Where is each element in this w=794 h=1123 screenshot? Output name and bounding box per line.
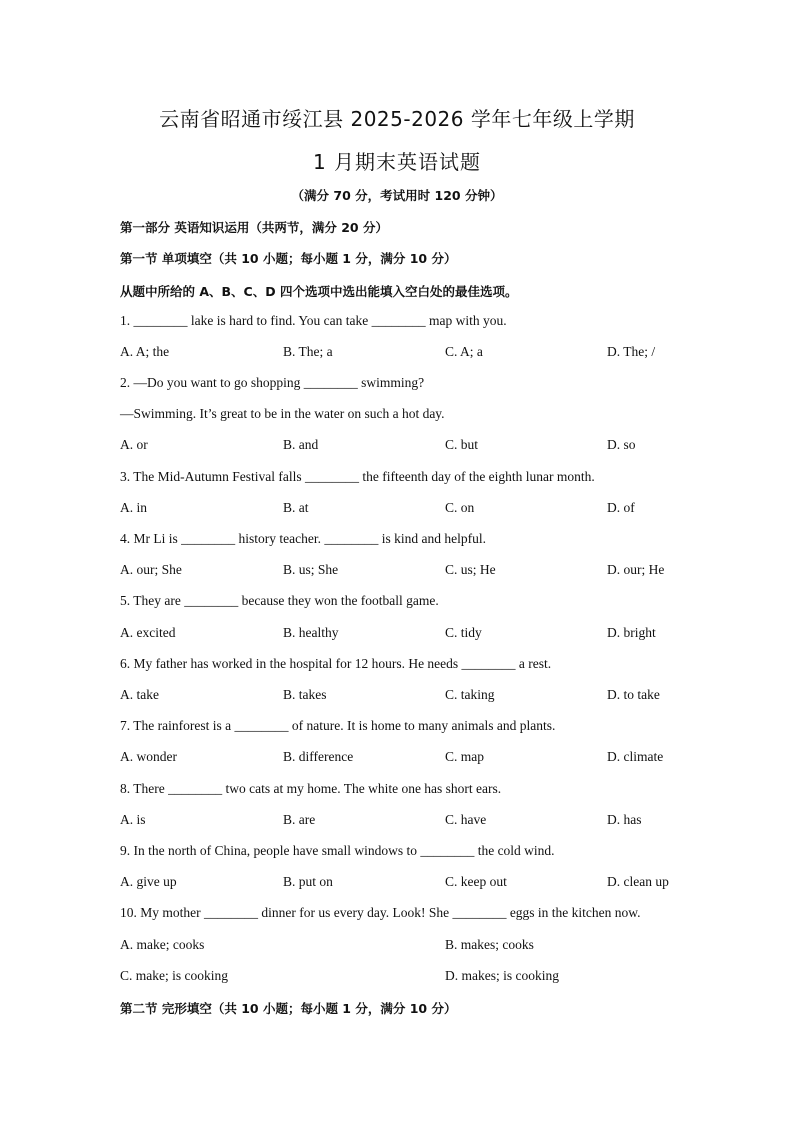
question-2-option-c: C. but (445, 437, 479, 452)
section1-heading: 第一节 单项填空（共 10 小题；每小题 1 分，满分 10 分） (120, 251, 457, 266)
question-7-option-d: D. climate (607, 749, 664, 764)
question-4-option-d: D. our; He (607, 562, 665, 577)
question-9-option-d: D. clean up (607, 874, 669, 889)
question-5-option-b: B. healthy (283, 625, 339, 640)
question-9-option-b: B. put on (283, 874, 333, 889)
section2-heading: 第二节 完形填空（共 10 小题；每小题 1 分，满分 10 分） (120, 1001, 457, 1016)
question-4-option-c: C. us; He (445, 562, 496, 577)
question-2-option-a: A. or (120, 437, 148, 452)
question-10-stem: 10. My mother ________ dinner for us every day. Look! She ________ eggs in the kitchen now. (120, 905, 641, 920)
question-7-option-c: C. map (445, 749, 484, 764)
question-5-option-a: A. excited (120, 625, 176, 640)
question-8-option-a: A. is (120, 812, 146, 827)
question-3-option-c: C. on (445, 500, 475, 515)
question-3-option-a: A. in (120, 500, 147, 515)
question-5-option-d: D. bright (607, 625, 656, 640)
question-2-option-d: D. so (607, 437, 636, 452)
question-8-option-c: C. have (445, 812, 487, 827)
question-4-stem: 4. Mr Li is ________ history teacher. ________ is kind and helpful. (120, 531, 486, 546)
question-8-stem: 8. There ________ two cats at my home. The white one has short ears. (120, 781, 502, 796)
question-9-option-a: A. give up (120, 874, 177, 889)
question-6-stem: 6. My father has worked in the hospital for 12 hours. He needs ________ a rest. (120, 656, 552, 671)
exam-subtitle: （满分 70 分，考试用时 120 分钟） (291, 188, 503, 203)
question-1-option-b: B. The; a (283, 344, 333, 359)
question-1-stem: 1. ________ lake is hard to find. You can take ________ map with you. (120, 313, 507, 328)
exam-title-line1: 云南省昭通市绥江县 2025-2026 学年七年级上学期 (159, 107, 635, 131)
question-6-option-d: D. to take (607, 687, 660, 702)
question-9-option-c: C. keep out (445, 874, 507, 889)
question-1-option-c: C. A; a (445, 344, 483, 359)
question-2-stem: 2. —Do you want to go shopping ________ swimming? (120, 375, 425, 390)
question-3-option-d: D. of (607, 500, 635, 515)
part1-heading: 第一部分 英语知识运用（共两节，满分 20 分） (120, 220, 388, 235)
question-6-option-b: B. takes (283, 687, 327, 702)
question-8-option-d: D. has (607, 812, 642, 827)
question-5-stem: 5. They are ________ because they won the football game. (120, 593, 439, 608)
question-1-option-d: D. The; / (607, 344, 656, 359)
question-10-option-c: C. make; is cooking (120, 968, 228, 983)
question-2-option-b: B. and (283, 437, 319, 452)
question-6-option-c: C. taking (445, 687, 495, 702)
question-8-option-b: B. are (283, 812, 316, 827)
question-10-option-b: B. makes; cooks (445, 937, 534, 952)
question-7-stem: 7. The rainforest is a ________ of nature. It is home to many animals and plants. (120, 718, 556, 733)
question-1-option-a: A. A; the (120, 344, 170, 359)
question-10-option-d: D. makes; is cooking (445, 968, 559, 983)
question-4-option-a: A. our; She (120, 562, 182, 577)
question-7-option-a: A. wonder (120, 749, 177, 764)
section1-instruction: 从题中所给的 A、B、C、D 四个选项中选出能填入空白处的最佳选项。 (120, 284, 518, 299)
question-2-stem-line2: —Swimming. It’s great to be in the water on such a hot day. (120, 406, 445, 421)
question-10-option-a: A. make; cooks (120, 937, 205, 952)
question-3-option-b: B. at (283, 500, 309, 515)
exam-title-line2: 1 月期末英语试题 (312, 150, 482, 174)
question-6-option-a: A. take (120, 687, 159, 702)
question-4-option-b: B. us; She (283, 562, 339, 577)
question-5-option-c: C. tidy (445, 625, 482, 640)
question-9-stem: 9. In the north of China, people have small windows to ________ the cold wind. (120, 843, 555, 858)
question-7-option-b: B. difference (283, 749, 354, 764)
question-3-stem: 3. The Mid-Autumn Festival falls ________ the fifteenth day of the eighth lunar month. (120, 469, 595, 484)
